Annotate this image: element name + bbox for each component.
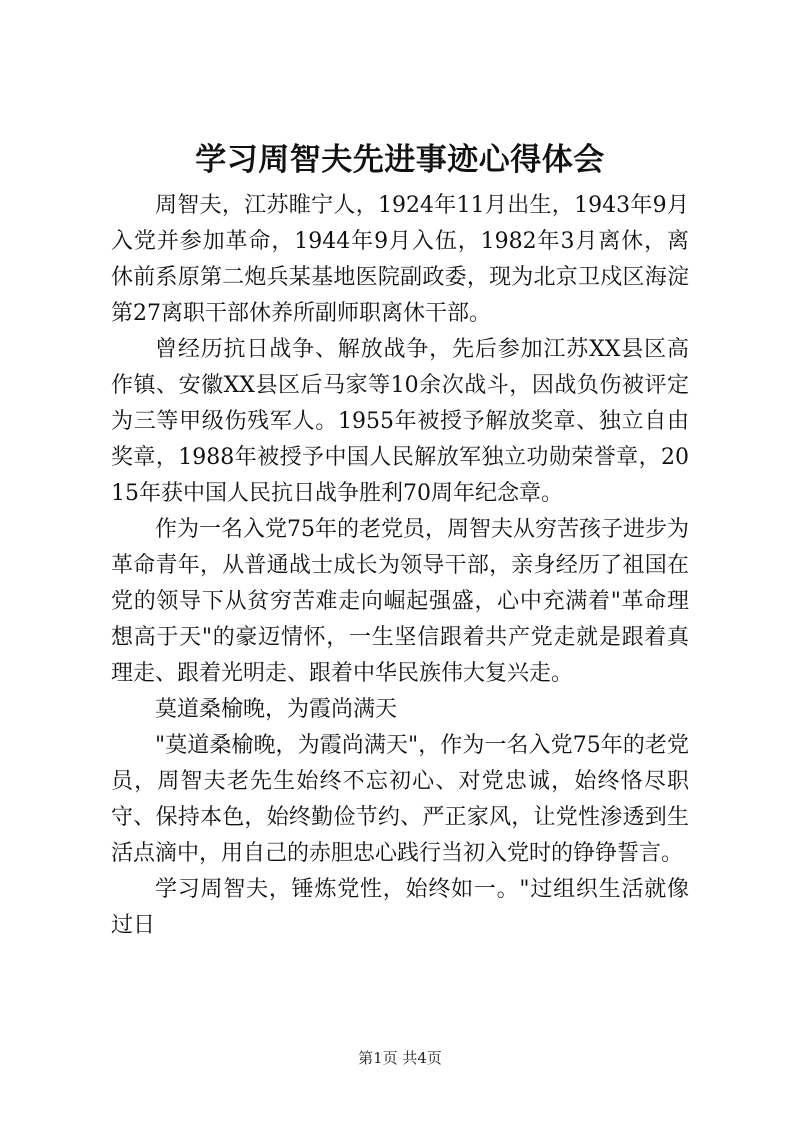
document-body <box>111 188 689 944</box>
paragraph-4: "莫道桑榆晚，为霞尚满天"，作为一名入党75年的老党员，周智夫老先生始终不忘初心、对党忠诚，始终恪尽职守、保持本色，始终勤俭节约、严正家风，让党性渗透到生活点滴中，用自己的赤胆忠心践行当初入党时的铮铮誓言。 <box>111 733 689 866</box>
paragraph-1: 周智夫，江苏睢宁人，1924年11月出生，1943年9月入党并参加革命，1944年9月入伍，1982年3月离休，离休前系原第二炮兵某基地医院副政委，现为北京卫戍区海淀第27离职干部休养所副师职离休干部。 <box>111 193 689 326</box>
paragraph-3: 作为一名入党75年的老党员，周智夫从穷苦孩子进步为革命青年，从普通战士成长为领导干部，亲身经历了祖国在党的领导下从贫穷苦难走向崛起强盛，心中充满着"革命理想高于天"的豪迈情怀，一生坚信跟着共产党走就是跟着真理走、跟着光明走、跟着中华民族伟大复兴走。 <box>111 517 689 686</box>
section-heading: 莫道桑榆晚，为霞尚满天 <box>155 697 398 722</box>
page-footer: 第1页 共4页 <box>358 1049 442 1067</box>
paragraph-2: 曾经历抗日战争、解放战争，先后参加江苏XX县区高作镇、安徽XX县区后马家等10余次战斗，因战负伤被评定为三等甲级伤残军人。1955年被授予解放奖章、独立自由奖章，1988年被授予中国人民解放军独立功勋荣誉章，2015年获中国人民抗日战争胜利70周年纪念章。 <box>111 337 689 506</box>
document-title: 学习周智夫先进事迹心得体会 <box>195 142 605 178</box>
paragraph-5: 学习周智夫，锤炼党性，始终如一。"过组织生活就像过日 <box>111 877 689 938</box>
